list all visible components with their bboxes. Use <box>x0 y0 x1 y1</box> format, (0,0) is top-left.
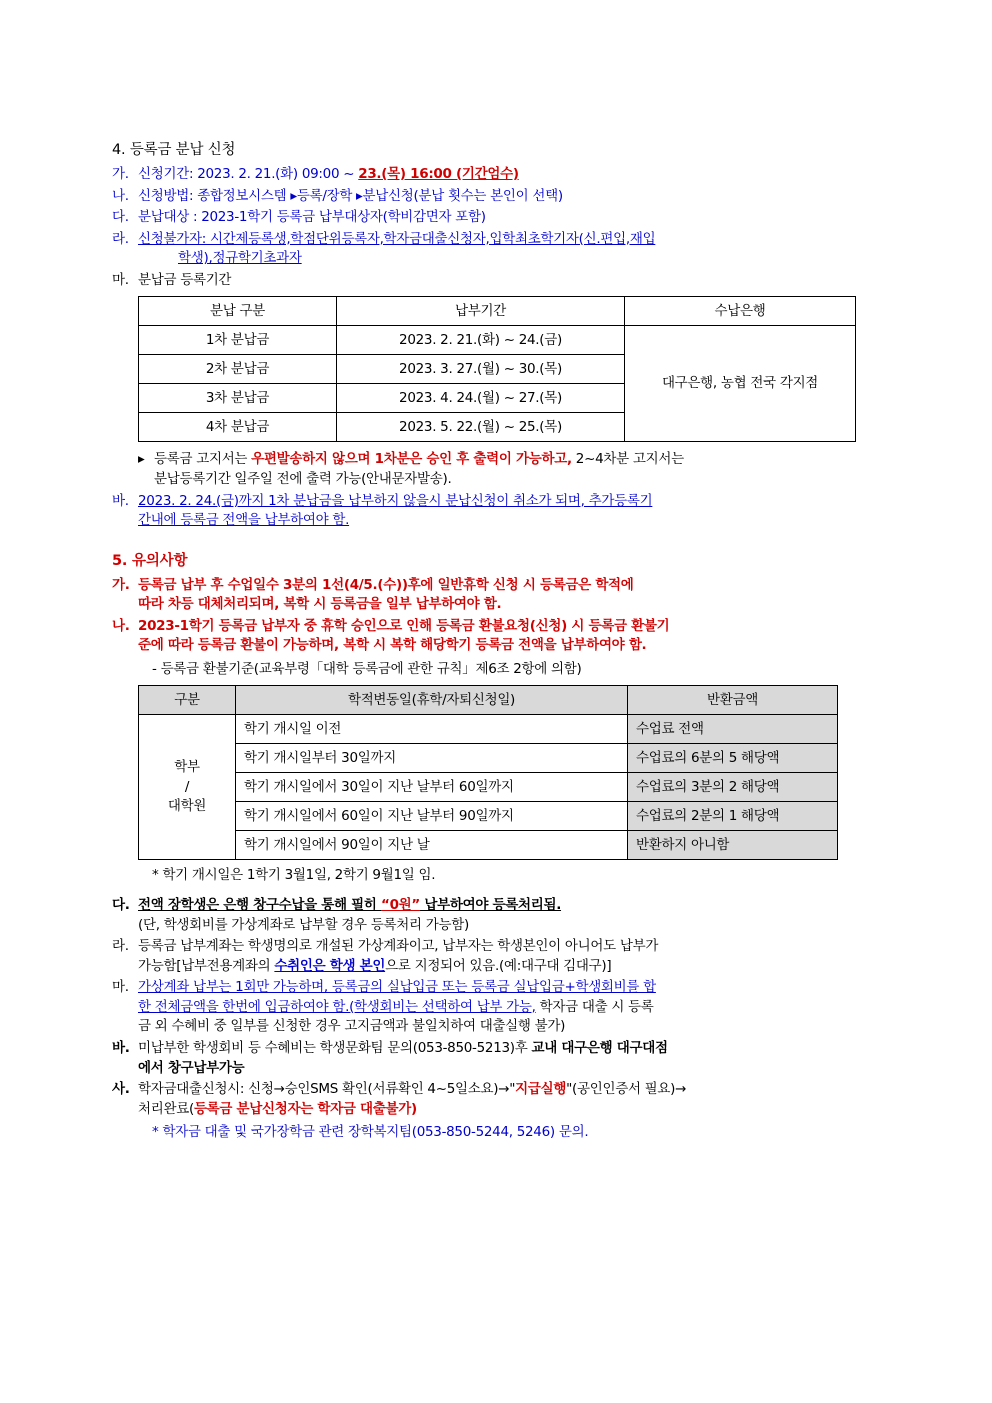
item-text-5na-line2: 준에 따라 등록금 환불이 가능하며, 복학 시 복학 해당학기 등록금 전액을 납부하여야 함. <box>138 637 647 654</box>
division-line-3: 대학원 <box>167 798 207 815</box>
cell-change-date-2: 학기 개시일부터 30일까지 <box>236 744 628 773</box>
item-label-5ra: 라. <box>112 938 129 955</box>
item-text-5ma-line1: 가상계좌 납부는 1회만 가능하며, 등록금의 실납입금 또는 등록금 실납입금+학생회비를 합 <box>138 979 656 996</box>
item-text-5sa-line1-post: "(공인인증서 필요)→ <box>566 1081 687 1098</box>
cell-bank: 대구은행, 농협 전국 각지점 <box>625 326 856 442</box>
item-text-5ma-line3: 금 외 수혜비 중 일부를 신청한 경우 고지금액과 불일치하여 대출실행 불가) <box>138 1018 566 1035</box>
cell-refund-amount-4: 수업료의 2분의 1 해당액 <box>628 802 838 831</box>
table-row <box>139 831 838 860</box>
col-header-bank: 수납은행 <box>625 297 856 326</box>
cell-refund-amount-1: 수업료 전액 <box>628 715 838 744</box>
item-label-5ba: 바. <box>112 1039 130 1056</box>
section-4-item-ma <box>112 271 872 291</box>
apply-period-text: 신청기간: 2023. 2. 21.(화) 09:00 ~ <box>138 166 359 183</box>
item-text-ra <box>138 230 872 269</box>
section-5-item-sa <box>112 1080 872 1119</box>
cell-period-3: 2023. 4. 24.(월) ~ 27.(목) <box>337 384 625 413</box>
item-text-5na <box>138 617 872 656</box>
item-text-ba-line1: 2023. 2. 24.(금)까지 1차 분납금을 납부하지 않을시 분납신청이 취소가 되며, 추가등록기 <box>138 492 653 509</box>
section-4-item-na <box>112 187 872 207</box>
table-row <box>139 802 838 831</box>
item-text-ba <box>138 492 872 531</box>
item-text-5sa-line2-post: ) <box>411 1100 417 1117</box>
item-label-ga: 가. <box>112 166 129 183</box>
col-header-division: 구분 <box>139 686 236 715</box>
section-5-item-da <box>112 896 872 935</box>
cell-installment-2: 2차 분납금 <box>139 355 337 384</box>
division-line-2: / <box>184 778 190 795</box>
cell-installment-1: 1차 분납금 <box>139 326 337 355</box>
col-header-installment: 분납 구분 <box>139 297 337 326</box>
item-text-ra-line1: 신청불가자: 시간제등록생,학점단위등록자,학자금대출신청자,입학최초학기자(신.편입,재입 <box>138 230 656 247</box>
item-text-5sa-loan-warning: 등록금 분납신청자는 학자금 대출불가 <box>193 1100 411 1117</box>
cell-period-1: 2023. 2. 21.(화) ~ 24.(금) <box>337 326 625 355</box>
bill-notice-bullet <box>138 450 872 489</box>
item-text-5ra-line2-post: 으로 지정되어 있음.(예:대구대 김대구)] <box>385 957 612 974</box>
col-header-period: 납부기간 <box>337 297 625 326</box>
cell-change-date-5: 학기 개시일에서 90일이 지난 날 <box>236 831 628 860</box>
item-label-5sa: 사. <box>112 1081 130 1098</box>
item-text-5ra <box>138 937 872 976</box>
section-4-item-ba <box>112 492 872 531</box>
item-label-ma: 마. <box>112 271 129 288</box>
col-header-refund-amount: 반환금액 <box>628 686 838 715</box>
section-5-item-ba <box>112 1039 872 1078</box>
item-text-5da <box>138 896 872 935</box>
item-label-5da: 다. <box>112 897 130 914</box>
item-text-na: 신청방법: 종합정보시스템 ▸등록/장학 ▸분납신청(분납 횟수는 본인이 선택) <box>138 187 563 204</box>
item-text-5ba-emphasis: 교내 대구은행 대구대점 <box>531 1039 668 1056</box>
item-label-ra: 라. <box>112 230 129 247</box>
cell-refund-amount-5: 반환하지 아니함 <box>628 831 838 860</box>
item-label-ba: 바. <box>112 492 129 509</box>
section-4-item-ra <box>112 230 872 269</box>
item-label-da: 다. <box>112 209 129 226</box>
item-text-5ga-line1: 등록금 납부 후 수업일수 3분의 1선(4/5.(수))후에 일반휴학 신청 시 등록금은 학적에 <box>138 576 634 593</box>
bill-notice-emphasis: 우편발송하지 않으며 1차분은 승인 후 출력이 가능하고, <box>251 451 572 468</box>
item-text-5ra-emphasis: 수취인은 학생 본인 <box>274 957 386 974</box>
apply-deadline-emphasis: 23.(목) 16:00 (기간엄수) <box>358 166 519 183</box>
item-text-5ga <box>138 576 872 615</box>
item-text-5da-pre: 전액 장학생은 은행 창구수납을 통해 필히 <box>138 897 381 914</box>
section-4-item-da <box>112 208 872 228</box>
table-header-row <box>139 297 856 326</box>
cell-change-date-4: 학기 개시일에서 60일이 지난 날부터 90일까지 <box>236 802 628 831</box>
item-text-5ba <box>138 1039 872 1078</box>
cell-change-date-3: 학기 개시일에서 30일이 지난 날부터 60일까지 <box>236 773 628 802</box>
section-5-item-ga <box>112 576 872 615</box>
cell-installment-3: 3차 분납금 <box>139 384 337 413</box>
item-text-ga <box>138 165 872 185</box>
item-text-ba-line2: 간내에 등록금 전액을 납부하여야 함. <box>138 512 350 529</box>
semester-start-note: * 학기 개시일은 1학기 3월1일, 2학기 9월1일 임. <box>152 867 436 884</box>
item-text-5ga-line2: 따라 차등 대체처리되며, 복학 시 등록금을 일부 납부하여야 함. <box>138 596 502 613</box>
refund-standard-table <box>138 685 838 860</box>
table-row <box>139 773 838 802</box>
bill-notice-post: 2~4차분 고지서는 <box>571 451 684 468</box>
cell-refund-amount-2: 수업료의 6분의 5 해당액 <box>628 744 838 773</box>
document-content <box>112 140 872 1145</box>
col-header-change-date: 학적변동일(휴학/자퇴신청일) <box>236 686 628 715</box>
item-text-5sa-line1-pre: 학자금대출신청시: 신청→승인SMS 확인(서류확인 4~5일소요)→" <box>138 1081 516 1098</box>
item-label-5ma: 마. <box>112 979 129 996</box>
item-text-5ra-line2-pre: 가능함[납부전용계좌의 <box>138 957 275 974</box>
item-text-5da-sub: (단, 학생회비를 가상계좌로 납부할 경우 등록처리 가능함) <box>138 916 469 933</box>
item-text-ma: 분납금 등록기간 <box>138 271 232 288</box>
table-row <box>139 744 838 773</box>
item-text-5ra-line1: 등록금 납부계좌는 학생명의로 개설된 가상계좌이고, 납부자는 학생본인이 아니어도 납부가 <box>138 938 659 955</box>
bill-notice-line2: 분납등록기간 일주일 전에 출력 가능(안내문자발송). <box>154 470 452 487</box>
cell-installment-4: 4차 분납금 <box>139 413 337 442</box>
item-text-5da-emphasis: “0원” <box>381 897 420 914</box>
item-text-5ba-line2: 에서 창구납부가능 <box>138 1059 245 1076</box>
loan-contact-note: * 학자금 대출 및 국가장학금 관련 장학복지팀(053-850-5244, 5246) 문의. <box>152 1124 589 1141</box>
item-text-5ma <box>138 978 872 1037</box>
bill-notice-pre: 등록금 고지서는 <box>154 451 252 468</box>
table-row <box>139 326 856 355</box>
item-label-na: 나. <box>112 187 129 204</box>
section-4-item-ga <box>112 165 872 185</box>
cell-change-date-1: 학기 개시일 이전 <box>236 715 628 744</box>
item-text-5sa-emphasis: 지급실행 <box>515 1081 567 1098</box>
item-text-da: 분납대상 : 2023-1학기 등록금 납부대상자(학비감면자 포함) <box>138 209 486 226</box>
section-5-item-ma <box>112 978 872 1037</box>
item-text-ra-line2: 학생),정규학기초과자 <box>178 250 302 267</box>
item-text-5ma-line2b: 학자금 대출 시 등록 <box>535 998 654 1015</box>
item-text-5sa <box>138 1080 872 1119</box>
cell-division-group <box>139 715 236 860</box>
section-4-title: 4. 등록금 분납 신청 <box>112 142 236 158</box>
installment-schedule-table <box>138 296 856 442</box>
item-label-5ga: 가. <box>112 576 130 593</box>
item-text-5ma-line2a: 한 전체금액을 한번에 입금하여야 함.(학생회비는 선택하여 납부 가능, <box>138 998 536 1015</box>
cell-refund-amount-3: 수업료의 3분의 2 해당액 <box>628 773 838 802</box>
bill-notice-text <box>154 450 872 489</box>
triangle-bullet-icon: ▸ <box>138 451 145 468</box>
section-5-title: 5. 유의사항 <box>112 552 188 569</box>
division-line-1: 학부 <box>174 759 200 776</box>
item-label-5na: 나. <box>112 617 130 634</box>
refund-standard-note: - 등록금 환불기준(교육부령「대학 등록금에 관한 규칙」제6조 2항에 의함) <box>152 660 582 677</box>
table-row <box>139 715 838 744</box>
item-text-5ba-line1-pre: 미납부한 학생회비 등 수혜비는 학생문화팀 문의(053-850-5213)후 <box>138 1039 532 1056</box>
item-text-5na-line1: 2023-1학기 등록금 납부자 중 휴학 승인으로 인해 등록금 환불요청(신청) 시 등록금 환불기 <box>138 617 670 634</box>
cell-period-2: 2023. 3. 27.(월) ~ 30.(목) <box>337 355 625 384</box>
item-text-5sa-line2-pre: 처리완료( <box>138 1100 194 1117</box>
section-5-item-na <box>112 617 872 656</box>
cell-period-4: 2023. 5. 22.(월) ~ 25.(목) <box>337 413 625 442</box>
section-5-item-ra <box>112 937 872 976</box>
item-text-5da-post: 납부하여야 등록처리됨. <box>419 897 562 914</box>
table-header-row <box>139 686 838 715</box>
